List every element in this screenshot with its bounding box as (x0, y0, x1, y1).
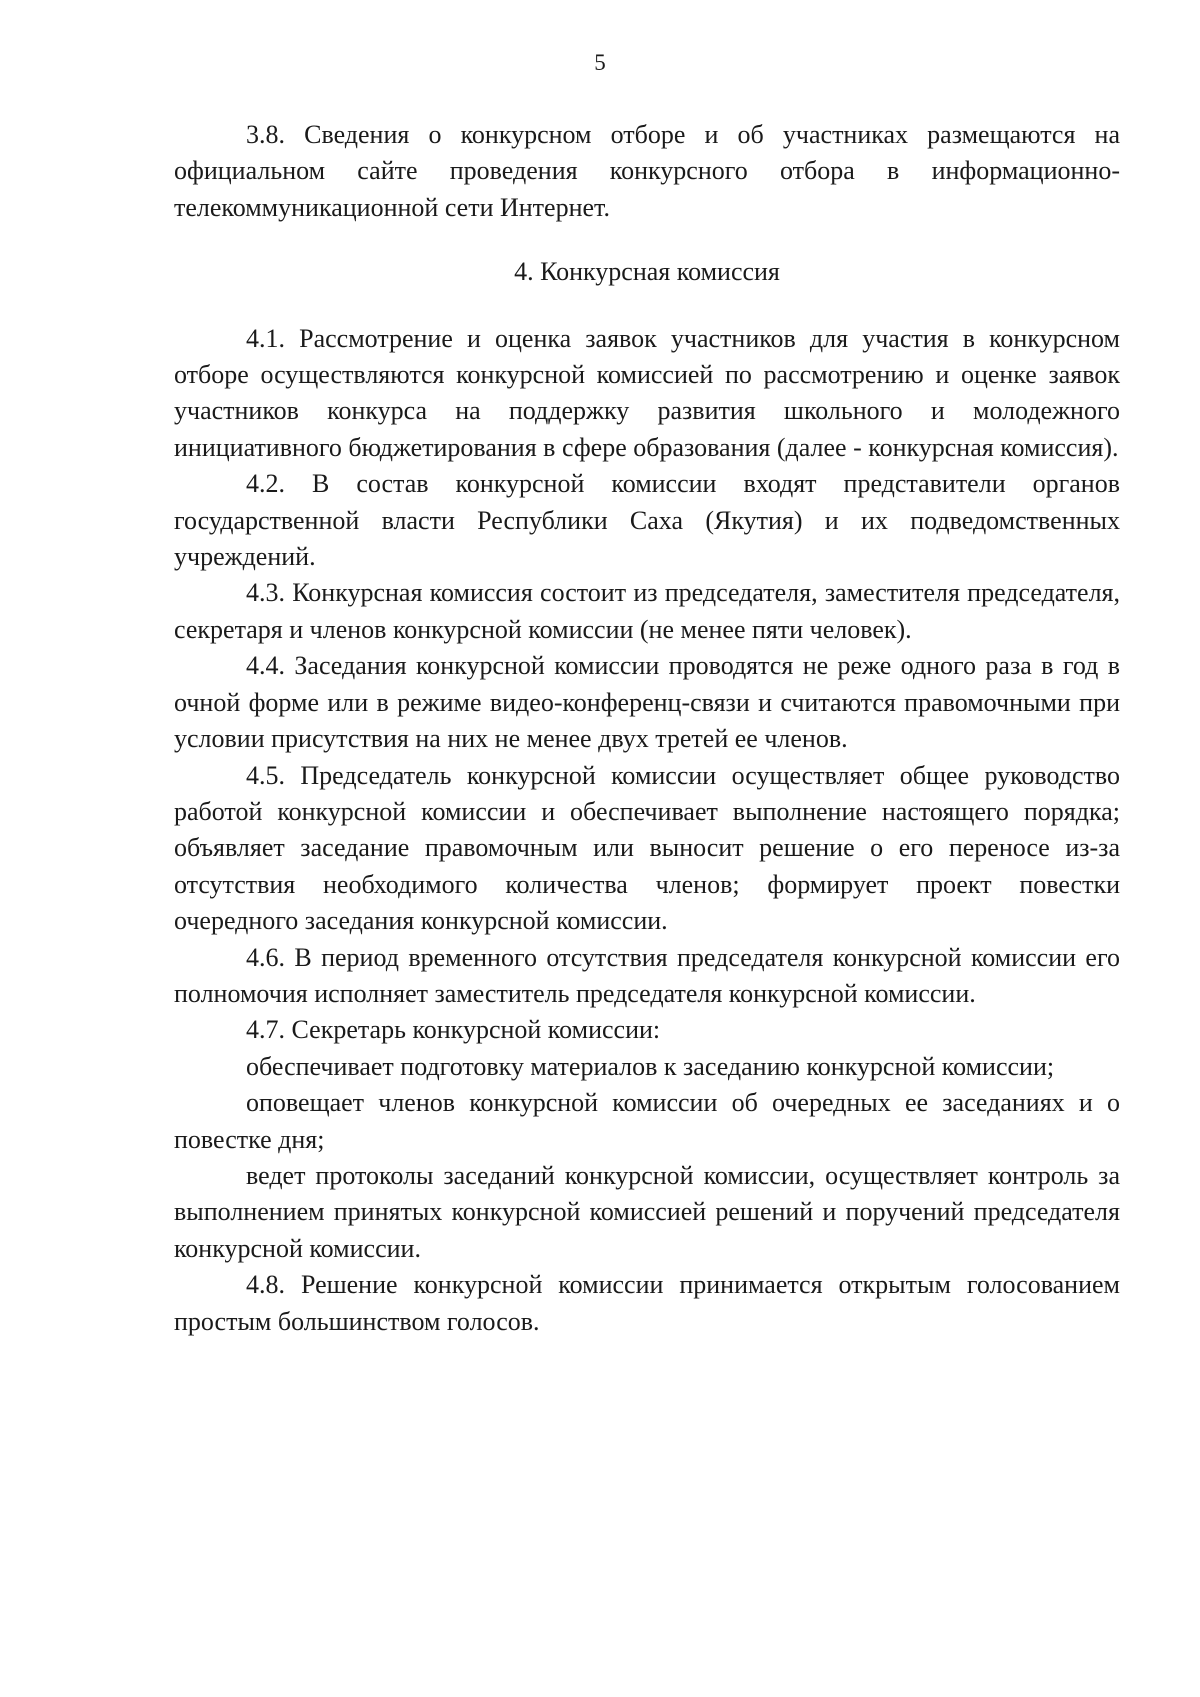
paragraph-4-7-item-b: оповещает членов конкурсной комиссии об очередных ее заседаниях и о повестке дня; (174, 1088, 1120, 1154)
paragraph-4-6: 4.6. В период временного отсутствия председателя конкурсной комиссии его полномочия исполняет заместитель председателя конкурсной комиссии. (174, 942, 1120, 1008)
document-body (174, 117, 1120, 1340)
section-heading: 4. Конкурсная комиссия (514, 257, 780, 287)
paragraph-4-2: 4.2. В состав конкурсной комиссии входят представители органов государственной власти Республики Саха (Якутия) и их подведомственных учреждений. (174, 469, 1120, 572)
paragraph-4-4: 4.4. Заседания конкурсной комиссии проводятся не реже одного раза в год в очной форме или в режиме видео-конференц-связи и считаются правомочными при условии присутствия на них не менее двух третей ее членов. (174, 651, 1120, 754)
paragraph-4-5: 4.5. Председатель конкурсной комиссии осуществляет общее руководство работой конкурсной комиссии и обеспечивает выполнение настоящего порядка; объявляет заседание правомочным или выносит решение о его переносе из-за отсутствия необходимого количества членов; формирует проект повестки очередного заседания конкурсной комиссии. (174, 760, 1120, 936)
paragraph-4-7-item-a: обеспечивает подготовку материалов к заседанию конкурсной комиссии; (246, 1051, 1055, 1081)
page-number: 5 (594, 50, 606, 75)
paragraph-4-7-item-c: ведет протоколы заседаний конкурсной комиссии, осуществляет контроль за выполнением принятых конкурсной комиссией решений и поручений председателя конкурсной комиссии. (174, 1160, 1120, 1263)
paragraph-4-7: 4.7. Секретарь конкурсной комиссии: (246, 1015, 661, 1045)
paragraph-4-8: 4.8. Решение конкурсной комиссии принимается открытым голосованием простым большинством голосов. (174, 1270, 1120, 1336)
paragraph-4-1: 4.1. Рассмотрение и оценка заявок участников для участия в конкурсном отборе осуществляются конкурсной комиссией по рассмотрению и оценке заявок участников конкурса на поддержку развития школьного и молодежного инициативного бюджетирования в сфере образования (далее - конкурсная комиссия). (174, 323, 1120, 462)
paragraph-4-3: 4.3. Конкурсная комиссия состоит из председателя, заместителя председателя, секретаря и членов конкурсной комиссии (не менее пяти человек). (174, 578, 1120, 644)
paragraph-3-8: 3.8. Сведения о конкурсном отборе и об участниках размещаются на официальном сайте проведения конкурсного отбора в информационно-телекоммуникационной сети Интернет. (174, 120, 1120, 222)
